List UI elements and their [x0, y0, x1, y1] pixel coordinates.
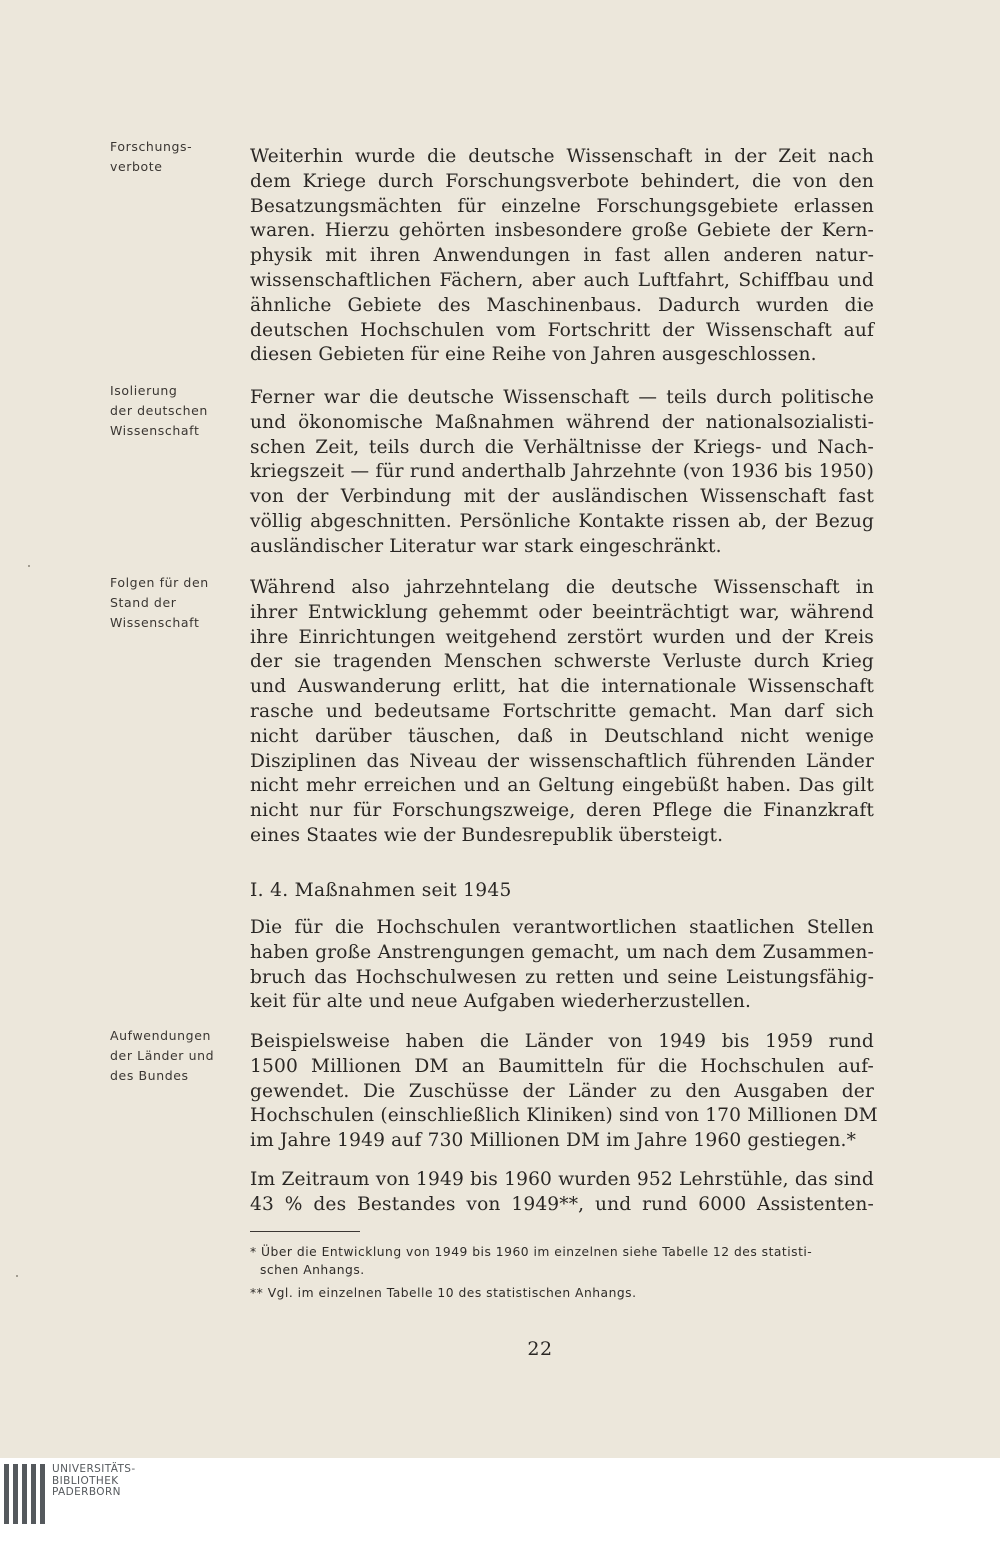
- text-line: schen Zeit, teils durch die Verhältnisse der Kriegs- und Nach-: [250, 436, 874, 458]
- paragraph-lehrstuehle: [250, 1168, 874, 1218]
- text-line: und ökonomische Maßnahmen während der nationalsozialisti-: [250, 411, 874, 433]
- text-line: kriegszeit — für rund anderthalb Jahrzehnte (von 1936 bis 1950): [250, 461, 874, 483]
- text-line: von der Verbindung mit der ausländischen Wissenschaft fast: [250, 486, 874, 508]
- text-line: ausländischer Literatur war stark eingeschränkt.: [250, 535, 722, 557]
- margin-note-line: Wissenschaft: [110, 615, 200, 630]
- logo-stripe: [31, 1464, 36, 1524]
- footnote-2: [250, 1284, 880, 1302]
- text-line: nicht mehr erreichen und an Geltung eingebüßt haben. Das gilt: [250, 775, 874, 797]
- margin-note-line: Stand der: [110, 595, 177, 610]
- footnote-line: ** Vgl. im einzelnen Tabelle 10 des statistischen Anhangs.: [250, 1286, 637, 1300]
- text-line: diesen Gebieten für eine Reihe von Jahren ausgeschlossen.: [250, 344, 817, 366]
- logo-line: UNIVERSITÄTS-: [52, 1463, 136, 1475]
- margin-note-isolierung: [110, 381, 230, 441]
- footnote-1: [250, 1243, 880, 1279]
- text-line: ihre Einrichtungen weitgehend zerstört wurden und der Kreis: [250, 626, 874, 648]
- text-line: dem Kriege durch Forschungsverbote behindert, die von den: [250, 170, 874, 192]
- margin-note-line: Wissenschaft: [110, 423, 200, 438]
- text-line: deutschen Hochschulen vom Fortschritt der Wissenschaft auf: [250, 319, 874, 341]
- paragraph-isolierung: [250, 386, 874, 560]
- text-line: Während also jahrzehntelang die deutsche Wissenschaft in: [250, 577, 874, 598]
- text-line: Disziplinen das Niveau der wissenschaftlich führenden Länder: [250, 750, 874, 772]
- text-line: gewendet. Die Zuschüsse der Länder zu den Ausgaben der: [250, 1080, 874, 1102]
- text-line: haben große Anstrengungen gemacht, um nach dem Zusammen-: [250, 941, 874, 963]
- page-number: 22: [527, 1338, 553, 1360]
- footnote-line: * Über die Entwicklung von 1949 bis 1960 im einzelnen siehe Tabelle 12 des statisti-: [250, 1245, 813, 1259]
- paragraph-folgen: [250, 576, 874, 849]
- margin-note-line: Folgen für den: [110, 575, 209, 590]
- text-line: nicht darüber täuschen, daß in Deutschland nicht wenige: [250, 725, 874, 747]
- logo-stripe: [40, 1464, 45, 1524]
- margin-note-forschungsverbote: [110, 137, 230, 177]
- paragraph-forschungsverbote: [250, 145, 874, 368]
- text-line: Hochschulen (einschließlich Kliniken) sind von 170 Millionen DM: [250, 1105, 878, 1127]
- text-line: Besatzungsmächten für einzelne Forschungsgebiete erlassen: [250, 195, 874, 217]
- text-line: völlig abgeschnitten. Persönliche Kontakte rissen ab, der Bezug: [250, 510, 874, 532]
- logo-stripe: [4, 1464, 9, 1524]
- text-line: 43 % des Bestandes von 1949**, und rund 6000 Assistenten-: [250, 1193, 874, 1215]
- text-line: 1500 Millionen DM an Baumitteln für die Hochschulen auf-: [250, 1055, 874, 1077]
- text-line: der sie tragenden Menschen schwerste Verluste durch Krieg: [250, 651, 874, 673]
- scan-speck: [28, 565, 30, 567]
- text-line: Beispielsweise haben die Länder von 1949 bis 1959 rund: [250, 1031, 874, 1052]
- section-heading: I. 4. Maßnahmen seit 1945: [250, 880, 512, 901]
- text-line: im Jahre 1949 auf 730 Millionen DM im Jahre 1960 gestiegen.*: [250, 1130, 857, 1152]
- text-line: Die für die Hochschulen verantwortlichen staatlichen Stellen: [250, 917, 874, 938]
- library-logo-text: [52, 1464, 136, 1499]
- margin-note-line: des Bundes: [110, 1068, 189, 1083]
- text-line: rasche und bedeutsame Fortschritte gemacht. Man darf sich: [250, 700, 874, 722]
- margin-note-line: verbote: [110, 159, 163, 174]
- text-line: Weiterhin wurde die deutsche Wissenschaft in der Zeit nach: [250, 146, 874, 167]
- text-line: wissenschaftlichen Fächern, aber auch Luftfahrt, Schiffbau und: [250, 269, 874, 291]
- scan-speck: [16, 1275, 18, 1277]
- margin-note-line: Forschungs-: [110, 139, 193, 154]
- library-logo: [0, 1464, 160, 1524]
- margin-note-line: Isolierung: [110, 383, 178, 398]
- text-line: waren. Hierzu gehörten insbesondere große Gebiete der Kern-: [250, 220, 874, 242]
- margin-note-aufwendungen: [110, 1026, 230, 1086]
- text-line: und Auswanderung erlitt, hat die internationale Wissenschaft: [250, 676, 874, 698]
- text-line: keit für alte und neue Aufgaben wiederherzustellen.: [250, 991, 752, 1013]
- paragraph-aufwendungen: [250, 1030, 878, 1154]
- logo-line: BIBLIOTHEK: [52, 1474, 119, 1487]
- text-line: nicht nur für Forschungszweige, deren Pflege die Finanzkraft: [250, 800, 874, 822]
- footnote-divider: [250, 1231, 360, 1232]
- logo-stripe: [22, 1464, 27, 1524]
- text-line: bruch das Hochschulwesen zu retten und seine Leistungsfähig-: [250, 966, 874, 988]
- text-line: Ferner war die deutsche Wissenschaft — teils durch politische: [250, 387, 874, 408]
- margin-note-line: der Länder und: [110, 1048, 215, 1063]
- paragraph-massnahmen: [250, 916, 874, 1015]
- margin-note-line: Aufwendungen: [110, 1028, 212, 1043]
- text-line: physik mit ihren Anwendungen in fast allen anderen natur-: [250, 245, 874, 267]
- text-line: Im Zeitraum von 1949 bis 1960 wurden 952 Lehrstühle, das sind: [250, 1169, 874, 1190]
- logo-stripe: [13, 1464, 18, 1524]
- text-line: eines Staates wie der Bundesrepublik übersteigt.: [250, 824, 724, 846]
- margin-note-line: der deutschen: [110, 403, 208, 418]
- footnote-line: schen Anhangs.: [260, 1263, 365, 1277]
- logo-line: PADERBORN: [52, 1486, 121, 1498]
- margin-note-folgen: [110, 573, 230, 633]
- text-line: ähnliche Gebiete des Maschinenbaus. Dadurch wurden die: [250, 294, 874, 316]
- text-line: ihrer Entwicklung gehemmt oder beeinträchtigt war, während: [250, 601, 874, 623]
